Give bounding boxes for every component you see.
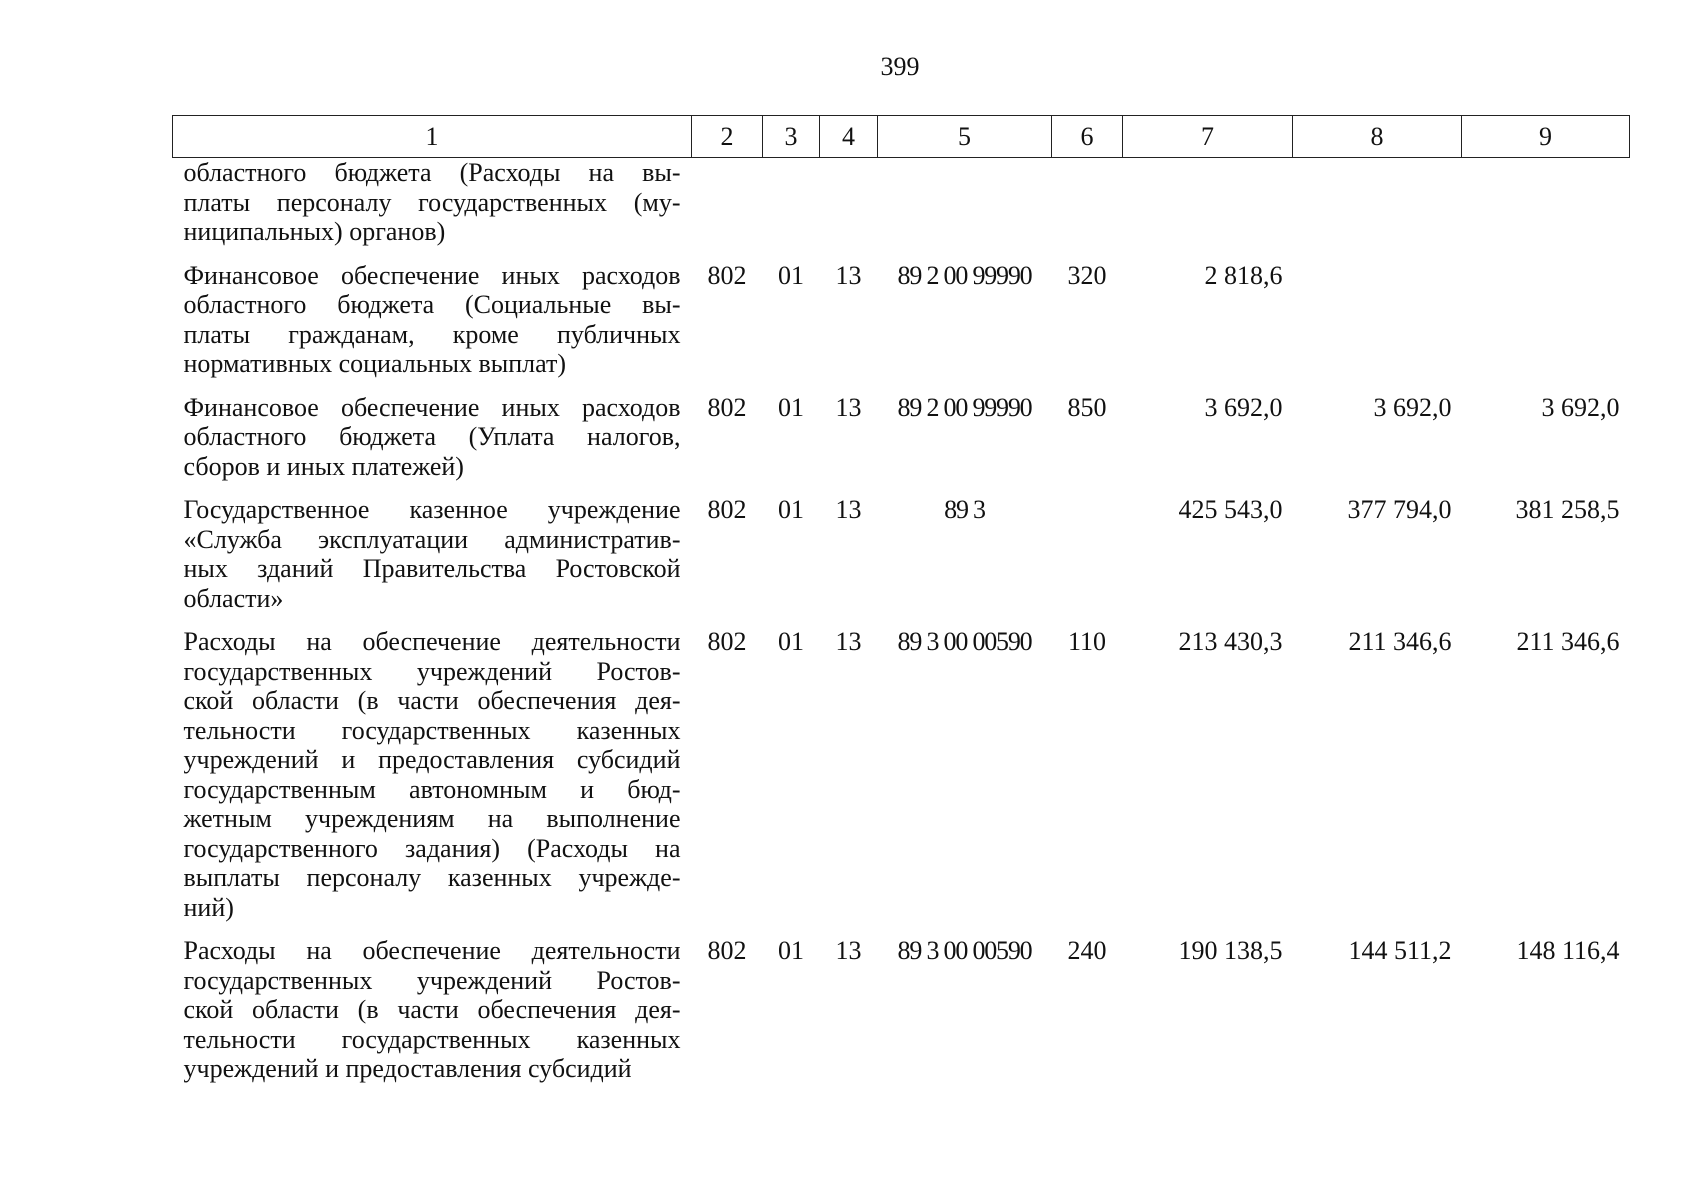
row-description [173,495,692,627]
description-line: государственных учреждений Ростов- [183,965,681,995]
description-line: Расходы на обеспечение деятельности [183,936,681,965]
description-line: ской области (в части обеспечения дея- [183,995,681,1024]
description-line: нормативных социальных выплат) [183,349,566,378]
description-line: Финансовое обеспечение иных расходов [183,260,681,290]
cell-col-8 [1293,261,1462,393]
cell-col-8: 144 511,2 [1348,936,1452,965]
description-line: ний) [183,892,234,922]
table-row [173,158,1630,261]
cell-col-5: 89 3 00 00590 [897,936,1032,965]
cell-col-6: 240 [1067,936,1107,965]
cell-col-9: 381 258,5 [1515,495,1620,524]
description-line: Финансовое обеспечение иных расходов [183,392,681,422]
description-line: ской области (в части обеспечения дея- [183,686,681,715]
cell-col-5 [878,158,1052,261]
row-description [173,393,692,496]
description-line: учреждений и предоставления субсидий [183,745,681,774]
cell-col-3: 01 [778,495,804,524]
description-line: платы персоналу государственных (му- [183,187,681,217]
cell-col-6: 320 [1067,260,1107,290]
description-line: государственного задания) (Расходы на [183,833,681,863]
cell-col-7: 190 138,5 [1178,936,1283,965]
description-line: платы гражданам, кроме публичных [183,319,681,349]
cell-col-5: 89 2 00 99990 [897,392,1032,422]
description-line: ниципальных) органов) [183,217,446,246]
description-line: Государственное казенное учреждение [183,495,681,524]
cell-col-3: 01 [778,627,804,656]
cell-col-2: 802 [707,260,747,290]
header-cell: 7 [1123,116,1293,158]
cell-col-4: 13 [835,627,862,656]
description-line: государственных учреждений Ростов- [183,656,681,686]
description-line: областного бюджета (Социальные вы- [183,290,681,319]
description-line: областного бюджета (Уплата налогов, [183,422,681,451]
row-description [173,158,692,261]
description-line: «Служба эксплуатации административ- [183,524,681,554]
cell-col-4: 13 [835,260,862,290]
cell-col-6 [1052,158,1123,261]
cell-col-2 [692,158,763,261]
cell-col-2: 802 [707,936,747,965]
table-row [173,936,1630,1098]
header-cell: 6 [1052,116,1123,158]
description-line: тельности государственных казенных [183,715,681,745]
table-header-row [173,116,1630,158]
cell-col-9: 148 116,4 [1516,936,1620,965]
cell-col-7: 425 543,0 [1178,495,1283,524]
row-description [173,261,692,393]
table-row [173,261,1630,393]
table-row [173,495,1630,627]
cell-col-4: 13 [835,495,862,524]
description-line: области» [183,583,284,613]
cell-col-3: 01 [778,936,804,965]
cell-col-7 [1123,158,1293,261]
row-description [173,936,692,1098]
header-cell: 5 [878,116,1052,158]
cell-col-9: 211 346,6 [1516,627,1620,656]
cell-col-2: 802 [707,392,747,422]
cell-col-9 [1462,261,1630,393]
cell-col-4: 13 [835,392,862,422]
cell-col-9: 3 692,0 [1541,392,1620,422]
description-line: тельности государственных казенных [183,1024,681,1054]
cell-col-8 [1293,158,1462,261]
page-number: 399 [880,52,920,81]
table-row [173,627,1630,936]
description-line: жетным учреждениям на выполнение [183,804,681,833]
header-cell: 4 [820,116,878,158]
header-cell: 8 [1293,116,1462,158]
cell-col-3: 01 [778,260,804,290]
cell-col-5: 89 2 00 99990 [897,260,1032,290]
cell-col-7: 2 818,6 [1204,260,1283,290]
row-description [173,627,692,936]
table-row [173,393,1630,496]
description-line: Расходы на обеспечение деятельности [183,627,681,656]
cell-col-2: 802 [707,495,747,524]
cell-col-6: 850 [1067,392,1107,422]
cell-col-6: 110 [1067,627,1107,656]
description-line: выплаты персоналу казенных учрежде- [183,863,681,892]
cell-col-4: 13 [835,936,862,965]
cell-col-8: 377 794,0 [1347,495,1452,524]
description-line: государственным автономным и бюд- [183,774,681,804]
header-cell: 2 [692,116,763,158]
cell-col-4 [820,158,878,261]
cell-col-5: 89 3 [944,495,985,524]
description-line: ных зданий Правительства Ростовской [183,554,681,583]
description-line: областного бюджета (Расходы на вы- [183,158,681,187]
cell-col-7: 3 692,0 [1204,392,1283,422]
cell-col-8: 3 692,0 [1373,392,1452,422]
header-cell: 3 [763,116,820,158]
cell-col-9 [1462,158,1630,261]
description-line: сборов и иных платежей) [183,451,464,481]
description-line: учреждений и предоставления субсидий [183,1054,632,1083]
cell-col-3 [763,158,820,261]
cell-col-5: 89 3 00 00590 [897,627,1032,656]
budget-table [172,115,1630,1098]
header-cell: 9 [1462,116,1630,158]
header-cell: 1 [173,116,692,158]
cell-col-3: 01 [778,392,804,422]
cell-col-2: 802 [707,627,747,656]
cell-col-8: 211 346,6 [1348,627,1452,656]
cell-col-6 [1052,495,1123,627]
cell-col-7: 213 430,3 [1178,627,1283,656]
